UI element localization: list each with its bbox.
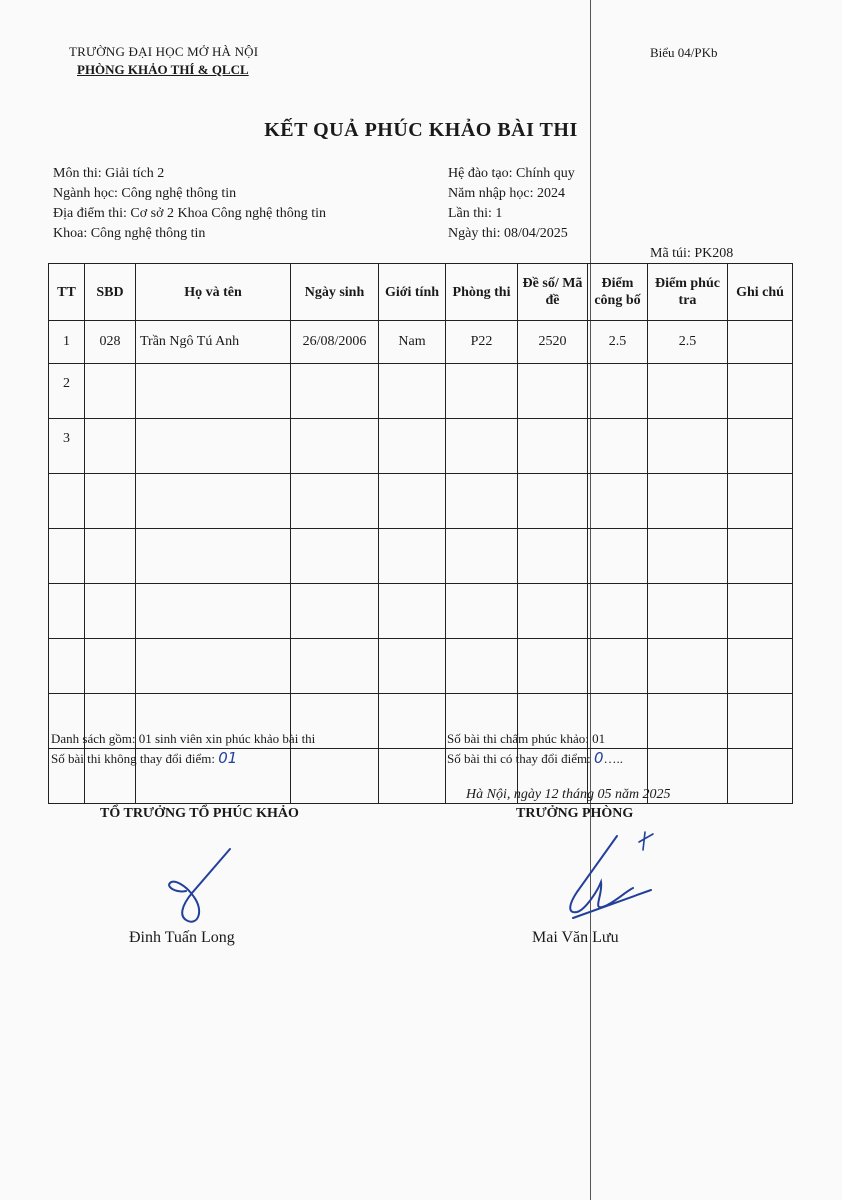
cell-exam-code — [518, 529, 588, 584]
cell-dob — [291, 364, 379, 419]
results-table — [48, 263, 793, 804]
cell-room: P22 — [446, 321, 518, 364]
form-code: Biểu 04/PKb — [650, 45, 718, 60]
cell-dob: 26/08/2006 — [291, 321, 379, 364]
right-signer-title: TRƯỞNG PHÒNG — [516, 806, 634, 821]
cell-room — [446, 584, 518, 639]
cell-tt — [49, 639, 85, 694]
table-header-row — [49, 264, 793, 321]
cell-name — [136, 364, 291, 419]
cell-gender — [379, 694, 446, 749]
school-name: TRƯỜNG ĐẠI HỌC MỞ HÀ NỘI — [69, 44, 259, 59]
right-signer-name: Mai Văn Lưu — [532, 929, 619, 946]
cell-exam-code — [518, 364, 588, 419]
col-header-sbd: SBD — [85, 264, 136, 321]
cell-gender — [379, 419, 446, 474]
cell-sbd — [85, 639, 136, 694]
cell-tt: 2 — [49, 364, 85, 419]
table-row — [49, 321, 793, 364]
col-header-exam-code: Đề số/ Mã đề — [518, 264, 588, 321]
cell-gender — [379, 529, 446, 584]
cell-note — [728, 694, 793, 749]
cell-dob — [291, 474, 379, 529]
cell-rechecked-score — [648, 419, 728, 474]
footer-changed-value: 0 — [593, 749, 604, 767]
footer-changed-dots: ….. — [603, 751, 624, 766]
col-header-room: Phòng thi — [446, 264, 518, 321]
cell-name — [136, 639, 291, 694]
left-signature-mark — [160, 845, 250, 930]
cell-published-score — [588, 639, 648, 694]
footer-list-count: Danh sách gồm: 01 sinh viên xin phúc khảo bài thi — [51, 731, 316, 746]
cell-rechecked-score — [648, 639, 728, 694]
table-row — [49, 474, 793, 529]
cell-note — [728, 584, 793, 639]
info-program: Hệ đào tạo: Chính quy — [448, 166, 575, 181]
cell-name — [136, 474, 291, 529]
table-row — [49, 639, 793, 694]
cell-name — [136, 419, 291, 474]
cell-rechecked-score — [648, 694, 728, 749]
cell-rechecked-score: 2.5 — [648, 321, 728, 364]
cell-dob — [291, 584, 379, 639]
cell-name — [136, 584, 291, 639]
info-intake-year: Năm nhập học: 2024 — [448, 186, 566, 201]
col-header-published-score: Điểm công bố — [588, 264, 648, 321]
cell-note — [728, 474, 793, 529]
cell-note — [728, 749, 793, 804]
cell-dob — [291, 749, 379, 804]
cell-sbd — [85, 364, 136, 419]
cell-room — [446, 639, 518, 694]
department-name — [77, 62, 249, 78]
table-row — [49, 529, 793, 584]
table-row — [49, 419, 793, 474]
cell-rechecked-score — [648, 474, 728, 529]
document-title: KẾT QUẢ PHÚC KHẢO BÀI THI — [264, 119, 578, 141]
cell-published-score: 2.5 — [588, 321, 648, 364]
cell-dob — [291, 529, 379, 584]
cell-gender — [379, 584, 446, 639]
info-attempt: Lần thi: 1 — [448, 206, 503, 221]
cell-rechecked-score — [648, 529, 728, 584]
department-label: PHÒNG KHẢO THÍ & QLCL — [77, 62, 249, 77]
cell-published-score — [588, 474, 648, 529]
cell-sbd — [85, 419, 136, 474]
cell-note — [728, 321, 793, 364]
cell-tt — [49, 584, 85, 639]
cell-note — [728, 529, 793, 584]
left-signer-name: Đinh Tuấn Long — [129, 929, 235, 946]
cell-published-score — [588, 419, 648, 474]
cell-note — [728, 419, 793, 474]
cell-note — [728, 364, 793, 419]
cell-rechecked-score — [648, 584, 728, 639]
col-header-dob: Ngày sinh — [291, 264, 379, 321]
cell-tt: 1 — [49, 321, 85, 364]
cell-dob — [291, 419, 379, 474]
bag-code: Mã túi: PK208 — [650, 246, 734, 261]
info-faculty: Khoa: Công nghệ thông tin — [53, 226, 206, 241]
footer-rechecked: Số bài thi chấm phúc khảo: 01 — [447, 731, 606, 746]
cell-room — [446, 364, 518, 419]
col-header-note: Ghi chú — [728, 264, 793, 321]
col-header-name: Họ và tên — [136, 264, 291, 321]
cell-name — [136, 529, 291, 584]
cell-sbd: 028 — [85, 321, 136, 364]
info-exam-date: Ngày thi: 08/04/2025 — [448, 226, 568, 241]
cell-published-score — [588, 364, 648, 419]
cell-exam-code — [518, 584, 588, 639]
footer-unchanged-value: 01 — [218, 749, 238, 767]
cell-tt — [49, 529, 85, 584]
cell-gender — [379, 364, 446, 419]
col-header-rechecked-score: Điểm phúc tra — [648, 264, 728, 321]
cell-room — [446, 474, 518, 529]
cell-sbd — [85, 529, 136, 584]
footer-changed — [447, 749, 623, 767]
cell-gender — [379, 474, 446, 529]
left-signer-title: TỔ TRƯỞNG TỔ PHÚC KHẢO — [100, 806, 299, 821]
cell-note — [728, 639, 793, 694]
table-row — [49, 584, 793, 639]
cell-gender — [379, 639, 446, 694]
col-header-tt: TT — [49, 264, 85, 321]
cell-exam-code — [518, 474, 588, 529]
cell-gender: Nam — [379, 321, 446, 364]
footer-changed-label: Số bài thi có thay đổi điểm: — [447, 751, 591, 766]
col-header-gender: Giới tính — [379, 264, 446, 321]
cell-exam-code — [518, 639, 588, 694]
cell-published-score — [588, 584, 648, 639]
info-major: Ngành học: Công nghệ thông tin — [53, 186, 237, 201]
cell-dob — [291, 639, 379, 694]
cell-exam-code: 2520 — [518, 321, 588, 364]
cell-rechecked-score — [648, 364, 728, 419]
info-subject: Môn thi: Giải tích 2 — [53, 166, 165, 181]
cell-room — [446, 529, 518, 584]
cell-tt — [49, 474, 85, 529]
signing-date: Hà Nội, ngày 12 tháng 05 năm 2025 — [466, 787, 671, 802]
cell-sbd — [85, 474, 136, 529]
cell-tt: 3 — [49, 419, 85, 474]
footer-unchanged — [51, 749, 237, 767]
cell-name: Trần Ngô Tú Anh — [136, 321, 291, 364]
table-row — [49, 364, 793, 419]
right-signature-mark — [555, 830, 655, 925]
cell-gender — [379, 749, 446, 804]
footer-unchanged-label: Số bài thi không thay đổi điểm: — [51, 751, 215, 766]
cell-published-score — [588, 529, 648, 584]
cell-room — [446, 419, 518, 474]
cell-exam-code — [518, 419, 588, 474]
cell-sbd — [85, 584, 136, 639]
info-location: Địa điểm thi: Cơ sở 2 Khoa Công nghệ thông tin — [53, 206, 327, 221]
